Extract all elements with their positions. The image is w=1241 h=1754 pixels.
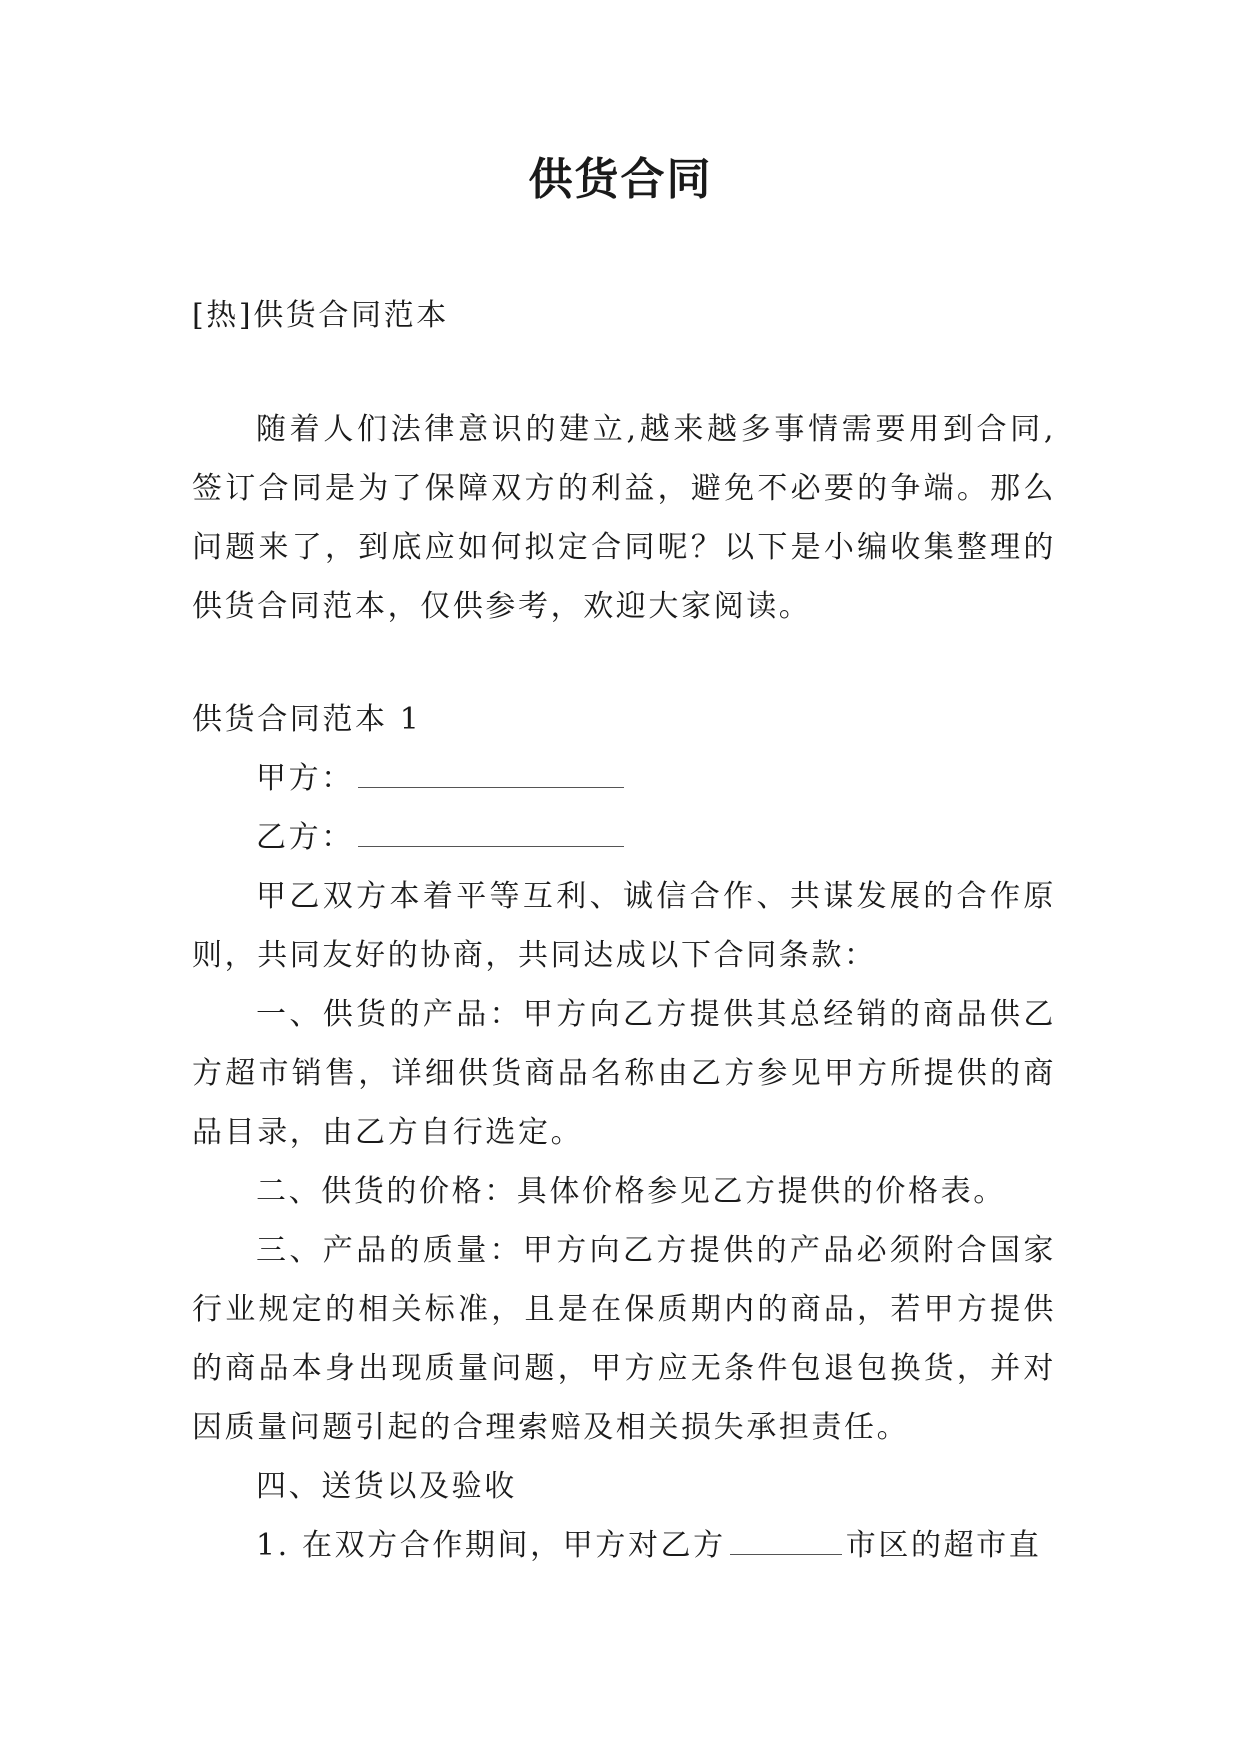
contract-body (192, 690, 1056, 1575)
party-b-blank (358, 820, 624, 847)
clause-4-heading: 四、送货以及验收 (256, 1469, 517, 1504)
party-b-label: 乙方： (256, 820, 354, 855)
city-blank (730, 1528, 842, 1555)
party-a-line (192, 749, 1056, 808)
clause-4-1 (192, 1516, 1056, 1575)
party-b-line (192, 808, 1056, 867)
clause-1: 一、供货的产品：甲方向乙方提供其总经销的商品供乙方超市销售，详细供货商品名称由乙方参见甲方所提供的商品目录，由乙方自行选定。 (192, 997, 1056, 1150)
clause-4-1-before: 1. 在双方合作期间，甲方对乙方 (256, 1528, 726, 1563)
clause-2: 二、供货的价格：具体价格参见乙方提供的价格表。 (256, 1174, 1006, 1209)
intro-block (192, 400, 1056, 636)
clause-3: 三、产品的质量：甲方向乙方提供的产品必须附合国家行业规定的相关标准，且是在保质期内的商品，若甲方提供的商品本身出现质量问题，甲方应无条件包退包换货，并对因质量问题引起的合理索赔及相关损失承担责任。 (192, 1233, 1056, 1445)
party-a-label: 甲方： (256, 761, 354, 796)
document-title: 供货合同 (528, 154, 713, 205)
party-a-blank (358, 761, 624, 788)
principle-paragraph: 甲乙双方本着平等互利、诚信合作、共谋发展的合作原则，共同友好的协商，共同达成以下合同条款： (192, 879, 1056, 973)
section-heading: 供货合同范本 1 (192, 702, 422, 737)
document-subtitle-block (192, 286, 1056, 345)
intro-paragraph: 随着人们法律意识的建立,越来越多事情需要用到合同,签订合同是为了保障双方的利益，避免不必要的争端。那么问题来了，到底应如何拟定合同呢？以下是小编收集整理的供货合同范本，仅供参考，欢迎大家阅读。 (192, 412, 1056, 624)
document-subtitle: [热]供货合同范本 (192, 298, 449, 333)
clause-4-1-after: 市区的超市直 (845, 1528, 1042, 1563)
